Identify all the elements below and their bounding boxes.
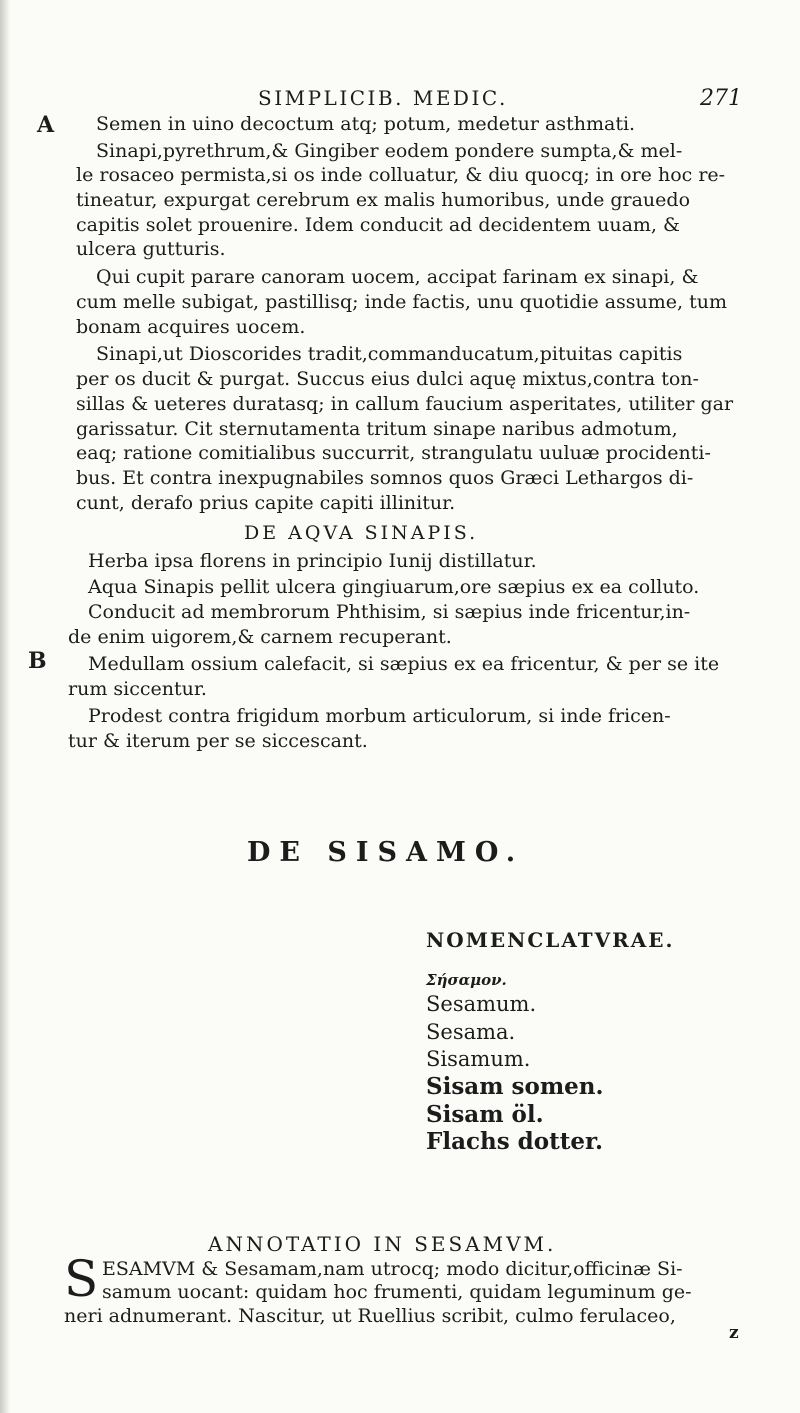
text-line: bus. Et contra inexpugnabiles somnos quos Græci Lethargos di- [76,467,694,489]
text-line: Medullam ossium calefacit, si sæpius ex ea fricentur, & per se ite [88,653,720,675]
latin-name: Sisamum. [426,1047,531,1071]
text-line: cunt, derafo prius capite capiti illinitur. [76,492,456,514]
text-line: samum uocant: quidam hoc frumenti, quidam leguminum ge- [102,1281,692,1303]
nomenclature-heading: NOMENCLATVRAE. [426,928,675,952]
page-number: 271 [700,86,742,111]
text-line: ulcera gutturis. [76,238,226,260]
text-line: tur & iterum per se siccescant. [68,730,368,752]
page-gutter [0,0,10,1413]
text-line: sillas & ueteres duratasq; in callum faucium asperitates, utiliter gar [76,393,734,415]
running-head: SIMPLICIB. MEDIC. [258,86,508,110]
text-line: Aqua Sinapis pellit ulcera gingiuarum,ore sæpius ex ea colluto. [88,576,700,598]
text-line: Qui cupit parare canoram uocem, accipat farinam ex sinapi, & [96,266,699,288]
german-name: Sisam öl. [426,1101,544,1128]
german-name: Sisam somen. [426,1073,604,1100]
text-line: neri adnumerant. Nascitur, ut Ruellius scribit, culmo ferulaceo, [64,1305,676,1327]
text-line: tineatur, expurgat cerebrum ex malis humoribus, unde grauedo [76,189,691,211]
margin-mark-a: A [37,112,55,138]
greek-name: Σήσαμον. [426,971,507,989]
text-line: Prodest contra frigidum morbum articulorum, si inde fricen- [88,705,671,727]
text-line: cum melle subigat, pastillisq; inde factis, unu quotidie assume, tum [76,291,728,313]
text-line: bonam acquires uocem. [76,316,306,338]
text-line: le rosaceo permista,si os inde colluatur, & diu quocq; in ore hoc re- [76,164,726,186]
drop-cap: S [64,1250,99,1308]
text-line: per os ducit & purgat. Succus eius dulci aquę mixtus,contra ton- [76,368,699,390]
latin-name: Sesama. [426,1020,516,1044]
text-line: rum siccentur. [68,678,207,700]
section-title-aqua: DE AQVA SINAPIS. [244,522,479,544]
margin-mark-b: B [28,648,47,674]
text-line: Sinapi,pyrethrum,& Gingiber eodem pondere sumpta,& mel- [96,140,683,162]
text-line: eaq; ratione comitialibus succurrit, strangulatu uuluæ procidenti- [76,442,711,464]
text-line: de enim uigorem,& carnem recuperant. [68,626,452,648]
section-title-sisamo: DE SISAMO. [247,837,525,868]
text-line: Conducit ad membrorum Phthisim, si sæpius inde fricentur,in- [88,601,691,623]
latin-name: Sesamum. [426,992,537,1016]
text-line: Sinapi,ut Dioscorides tradit,commanducatum,pituitas capitis [96,343,683,365]
text-line: Semen in uino decoctum atq; potum, medetur asthmati. [96,113,636,135]
text-line: capitis solet prouenire. Idem conducit ad decidentem uuam, & [76,214,680,236]
text-line: garissatur. Cit sternutamenta tritum sinape naribus admotum, [76,418,678,440]
text-line: Herba ipsa florens in principio Iunij distillatur. [88,550,537,572]
annotatio-heading: ANNOTATIO IN SESAMVM. [208,1232,557,1256]
catchword: z [729,1323,739,1343]
german-name: Flachs dotter. [426,1128,603,1155]
text-line: ESAMVM & Sesamam,nam utrocq; modo dicitur,officinæ Si- [102,1258,683,1280]
